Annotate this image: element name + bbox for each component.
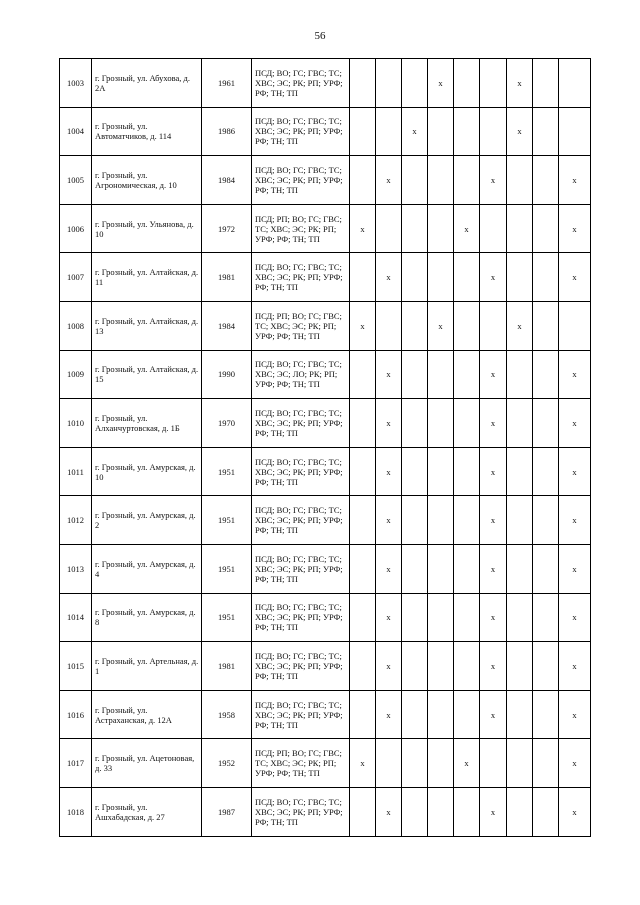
- period-mark-cell: x: [559, 253, 591, 302]
- row-number-cell: 1011: [60, 447, 92, 496]
- period-mark-cell: [350, 787, 376, 836]
- row-number-cell: 1005: [60, 156, 92, 205]
- period-mark-cell: [559, 301, 591, 350]
- period-mark-cell: [402, 496, 428, 545]
- period-mark-cell: [559, 107, 591, 156]
- period-mark-cell: [454, 593, 480, 642]
- address-cell: г. Грозный, ул. Автоматчиков, д. 114: [92, 107, 202, 156]
- works-list-cell: ПСД; ВО; ГС; ГВС; ТС; ХВС; ЭС; РК; РП; УРФ; РФ; ТН; ТП: [252, 399, 350, 448]
- works-list-cell: ПСД; РП; ВО; ГС; ГВС; ТС; ХВС; ЭС; РК; РП; УРФ; РФ; ТН; ТП: [252, 204, 350, 253]
- period-mark-cell: [480, 301, 507, 350]
- period-mark-cell: x: [480, 447, 507, 496]
- period-mark-cell: x: [507, 301, 533, 350]
- works-list-cell: ПСД; РП; ВО; ГС; ГВС; ТС; ХВС; ЭС; РК; РП; УРФ; РФ; ТН; ТП: [252, 739, 350, 788]
- period-mark-cell: x: [559, 593, 591, 642]
- build-year-cell: 1984: [202, 156, 252, 205]
- period-mark-cell: [454, 253, 480, 302]
- row-number-cell: 1008: [60, 301, 92, 350]
- period-mark-cell: [507, 642, 533, 691]
- build-year-cell: 1970: [202, 399, 252, 448]
- table-row: [60, 544, 591, 593]
- works-list-cell: ПСД; ВО; ГС; ГВС; ТС; ХВС; ЭС; РК; РП; УРФ; РФ; ТН; ТП: [252, 593, 350, 642]
- period-mark-cell: [402, 690, 428, 739]
- build-year-cell: 1952: [202, 739, 252, 788]
- period-mark-cell: [402, 204, 428, 253]
- period-mark-cell: [350, 593, 376, 642]
- period-mark-cell: x: [480, 593, 507, 642]
- build-year-cell: 1951: [202, 544, 252, 593]
- page-number: 56: [314, 30, 326, 42]
- period-mark-cell: x: [480, 253, 507, 302]
- address-cell: г. Грозный, ул. Артельная, д. 1: [92, 642, 202, 691]
- period-mark-cell: [376, 739, 402, 788]
- period-mark-cell: x: [559, 496, 591, 545]
- table-row: [60, 204, 591, 253]
- period-mark-cell: [533, 350, 559, 399]
- period-mark-cell: [533, 642, 559, 691]
- table-row: [60, 59, 591, 108]
- period-mark-cell: [507, 156, 533, 205]
- period-mark-cell: [350, 253, 376, 302]
- period-mark-cell: [350, 350, 376, 399]
- period-mark-cell: x: [559, 544, 591, 593]
- period-mark-cell: x: [559, 739, 591, 788]
- works-list-cell: ПСД; ВО; ГС; ГВС; ТС; ХВС; ЭС; РК; РП; УРФ; РФ; ТН; ТП: [252, 690, 350, 739]
- address-cell: г. Грозный, ул. Ашхабадская, д. 27: [92, 787, 202, 836]
- row-number-cell: 1014: [60, 593, 92, 642]
- period-mark-cell: [454, 787, 480, 836]
- period-mark-cell: [428, 544, 454, 593]
- period-mark-cell: x: [507, 107, 533, 156]
- period-mark-cell: [454, 399, 480, 448]
- period-mark-cell: x: [350, 204, 376, 253]
- address-cell: г. Грозный, ул. Амурская, д. 10: [92, 447, 202, 496]
- period-mark-cell: x: [559, 156, 591, 205]
- period-mark-cell: [350, 496, 376, 545]
- address-cell: г. Грозный, ул. Алтайская, д. 11: [92, 253, 202, 302]
- address-cell: г. Грозный, ул. Абухова, д. 2А: [92, 59, 202, 108]
- period-mark-cell: [350, 447, 376, 496]
- period-mark-cell: [428, 107, 454, 156]
- works-list-cell: ПСД; РП; ВО; ГС; ГВС; ТС; ХВС; ЭС; РК; РП; УРФ; РФ; ТН; ТП: [252, 301, 350, 350]
- period-mark-cell: [507, 544, 533, 593]
- period-mark-cell: x: [480, 350, 507, 399]
- period-mark-cell: [533, 107, 559, 156]
- works-list-cell: ПСД; ВО; ГС; ГВС; ТС; ХВС; ЭС; РК; РП; УРФ; РФ; ТН; ТП: [252, 253, 350, 302]
- period-mark-cell: [350, 156, 376, 205]
- period-mark-cell: x: [376, 642, 402, 691]
- period-mark-cell: [350, 107, 376, 156]
- row-number-cell: 1010: [60, 399, 92, 448]
- period-mark-cell: [454, 156, 480, 205]
- works-list-cell: ПСД; ВО; ГС; ГВС; ТС; ХВС; ЭС; ЛО; РК; РП; УРФ; РФ; ТН; ТП: [252, 350, 350, 399]
- period-mark-cell: x: [376, 544, 402, 593]
- period-mark-cell: [402, 544, 428, 593]
- row-number-cell: 1017: [60, 739, 92, 788]
- period-mark-cell: [428, 447, 454, 496]
- period-mark-cell: [480, 107, 507, 156]
- address-cell: г. Грозный, ул. Алтайская, д. 15: [92, 350, 202, 399]
- period-mark-cell: [507, 690, 533, 739]
- period-mark-cell: [507, 787, 533, 836]
- works-list-cell: ПСД; ВО; ГС; ГВС; ТС; ХВС; ЭС; РК; РП; УРФ; РФ; ТН; ТП: [252, 787, 350, 836]
- row-number-cell: 1004: [60, 107, 92, 156]
- period-mark-cell: [454, 59, 480, 108]
- row-number-cell: 1013: [60, 544, 92, 593]
- period-mark-cell: [402, 787, 428, 836]
- period-mark-cell: [428, 593, 454, 642]
- build-year-cell: 1951: [202, 496, 252, 545]
- period-mark-cell: [350, 642, 376, 691]
- period-mark-cell: [454, 447, 480, 496]
- period-mark-cell: [402, 156, 428, 205]
- period-mark-cell: [507, 593, 533, 642]
- address-cell: г. Грозный, ул. Астраханская, д. 12А: [92, 690, 202, 739]
- period-mark-cell: [507, 253, 533, 302]
- build-year-cell: 1986: [202, 107, 252, 156]
- address-cell: г. Грозный, ул. Амурская, д. 4: [92, 544, 202, 593]
- period-mark-cell: [454, 496, 480, 545]
- period-mark-cell: [428, 739, 454, 788]
- period-mark-cell: [402, 253, 428, 302]
- period-mark-cell: [350, 690, 376, 739]
- period-mark-cell: [533, 787, 559, 836]
- period-mark-cell: x: [559, 787, 591, 836]
- period-mark-cell: x: [480, 496, 507, 545]
- period-mark-cell: [533, 593, 559, 642]
- period-mark-cell: [533, 253, 559, 302]
- period-mark-cell: [533, 59, 559, 108]
- period-mark-cell: x: [428, 301, 454, 350]
- build-year-cell: 1972: [202, 204, 252, 253]
- period-mark-cell: [507, 739, 533, 788]
- period-mark-cell: x: [376, 593, 402, 642]
- period-mark-cell: [533, 690, 559, 739]
- table-row: [60, 107, 591, 156]
- works-list-cell: ПСД; ВО; ГС; ГВС; ТС; ХВС; ЭС; РК; РП; УРФ; РФ; ТН; ТП: [252, 496, 350, 545]
- period-mark-cell: [428, 690, 454, 739]
- period-mark-cell: [402, 59, 428, 108]
- registry-table: [59, 58, 591, 837]
- period-mark-cell: x: [376, 787, 402, 836]
- period-mark-cell: x: [559, 399, 591, 448]
- period-mark-cell: [480, 204, 507, 253]
- period-mark-cell: x: [376, 399, 402, 448]
- period-mark-cell: [533, 739, 559, 788]
- address-cell: г. Грозный, ул. Амурская, д. 2: [92, 496, 202, 545]
- period-mark-cell: [376, 301, 402, 350]
- period-mark-cell: [533, 544, 559, 593]
- period-mark-cell: [454, 690, 480, 739]
- table-row: [60, 350, 591, 399]
- period-mark-cell: x: [376, 496, 402, 545]
- period-mark-cell: [350, 544, 376, 593]
- build-year-cell: 1981: [202, 253, 252, 302]
- period-mark-cell: x: [480, 690, 507, 739]
- period-mark-cell: [402, 447, 428, 496]
- period-mark-cell: [533, 156, 559, 205]
- period-mark-cell: x: [376, 156, 402, 205]
- row-number-cell: 1003: [60, 59, 92, 108]
- period-mark-cell: x: [559, 642, 591, 691]
- address-cell: г. Грозный, ул. Ацетоновая, д. 33: [92, 739, 202, 788]
- period-mark-cell: x: [559, 447, 591, 496]
- period-mark-cell: [428, 787, 454, 836]
- period-mark-cell: [454, 642, 480, 691]
- period-mark-cell: x: [507, 59, 533, 108]
- period-mark-cell: [402, 301, 428, 350]
- period-mark-cell: [507, 496, 533, 545]
- row-number-cell: 1015: [60, 642, 92, 691]
- period-mark-cell: [402, 350, 428, 399]
- period-mark-cell: [402, 642, 428, 691]
- build-year-cell: 1951: [202, 593, 252, 642]
- table-row: [60, 301, 591, 350]
- build-year-cell: 1951: [202, 447, 252, 496]
- period-mark-cell: [533, 301, 559, 350]
- period-mark-cell: [454, 301, 480, 350]
- period-mark-cell: [507, 204, 533, 253]
- row-number-cell: 1018: [60, 787, 92, 836]
- period-mark-cell: [428, 399, 454, 448]
- table-row: [60, 399, 591, 448]
- build-year-cell: 1958: [202, 690, 252, 739]
- works-list-cell: ПСД; ВО; ГС; ГВС; ТС; ХВС; ЭС; РК; РП; УРФ; РФ; ТН; ТП: [252, 447, 350, 496]
- table-row: [60, 593, 591, 642]
- period-mark-cell: [480, 59, 507, 108]
- period-mark-cell: x: [428, 59, 454, 108]
- row-number-cell: 1007: [60, 253, 92, 302]
- period-mark-cell: x: [350, 739, 376, 788]
- period-mark-cell: x: [376, 350, 402, 399]
- period-mark-cell: x: [376, 253, 402, 302]
- period-mark-cell: [454, 544, 480, 593]
- period-mark-cell: [454, 350, 480, 399]
- period-mark-cell: x: [480, 399, 507, 448]
- build-year-cell: 1961: [202, 59, 252, 108]
- period-mark-cell: [402, 399, 428, 448]
- period-mark-cell: x: [402, 107, 428, 156]
- works-list-cell: ПСД; ВО; ГС; ГВС; ТС; ХВС; ЭС; РК; РП; УРФ; РФ; ТН; ТП: [252, 156, 350, 205]
- period-mark-cell: [428, 350, 454, 399]
- period-mark-cell: x: [559, 204, 591, 253]
- row-number-cell: 1012: [60, 496, 92, 545]
- period-mark-cell: [428, 204, 454, 253]
- period-mark-cell: [350, 59, 376, 108]
- period-mark-cell: x: [454, 739, 480, 788]
- works-list-cell: ПСД; ВО; ГС; ГВС; ТС; ХВС; ЭС; РК; РП; УРФ; РФ; ТН; ТП: [252, 642, 350, 691]
- works-list-cell: ПСД; ВО; ГС; ГВС; ТС; ХВС; ЭС; РК; РП; УРФ; РФ; ТН; ТП: [252, 59, 350, 108]
- address-cell: г. Грозный, ул. Ульянова, д. 10: [92, 204, 202, 253]
- table-row: [60, 787, 591, 836]
- address-cell: г. Грозный, ул. Амурская, д. 8: [92, 593, 202, 642]
- period-mark-cell: x: [350, 301, 376, 350]
- period-mark-cell: [428, 253, 454, 302]
- period-mark-cell: [350, 399, 376, 448]
- period-mark-cell: x: [480, 156, 507, 205]
- period-mark-cell: [428, 496, 454, 545]
- period-mark-cell: x: [559, 690, 591, 739]
- table-row: [60, 690, 591, 739]
- row-number-cell: 1009: [60, 350, 92, 399]
- table-row: [60, 739, 591, 788]
- build-year-cell: 1981: [202, 642, 252, 691]
- address-cell: г. Грозный, ул. Агрономическая, д. 10: [92, 156, 202, 205]
- period-mark-cell: [376, 59, 402, 108]
- row-number-cell: 1016: [60, 690, 92, 739]
- period-mark-cell: [402, 739, 428, 788]
- period-mark-cell: [559, 59, 591, 108]
- period-mark-cell: [533, 204, 559, 253]
- address-cell: г. Грозный, ул. Алханчуртовская, д. 1Б: [92, 399, 202, 448]
- period-mark-cell: [402, 593, 428, 642]
- build-year-cell: 1984: [202, 301, 252, 350]
- works-list-cell: ПСД; ВО; ГС; ГВС; ТС; ХВС; ЭС; РК; РП; УРФ; РФ; ТН; ТП: [252, 544, 350, 593]
- period-mark-cell: x: [376, 690, 402, 739]
- address-cell: г. Грозный, ул. Алтайская, д. 13: [92, 301, 202, 350]
- registry-body: [60, 59, 591, 837]
- period-mark-cell: [376, 107, 402, 156]
- period-mark-cell: [480, 739, 507, 788]
- period-mark-cell: x: [559, 350, 591, 399]
- period-mark-cell: [454, 107, 480, 156]
- period-mark-cell: [428, 642, 454, 691]
- period-mark-cell: [428, 156, 454, 205]
- period-mark-cell: x: [376, 447, 402, 496]
- period-mark-cell: x: [480, 642, 507, 691]
- period-mark-cell: [376, 204, 402, 253]
- period-mark-cell: x: [480, 544, 507, 593]
- table-row: [60, 447, 591, 496]
- period-mark-cell: [507, 350, 533, 399]
- build-year-cell: 1990: [202, 350, 252, 399]
- build-year-cell: 1987: [202, 787, 252, 836]
- period-mark-cell: [507, 447, 533, 496]
- table-row: [60, 496, 591, 545]
- period-mark-cell: [507, 399, 533, 448]
- row-number-cell: 1006: [60, 204, 92, 253]
- table-row: [60, 253, 591, 302]
- period-mark-cell: [533, 447, 559, 496]
- works-list-cell: ПСД; ВО; ГС; ГВС; ТС; ХВС; ЭС; РК; РП; УРФ; РФ; ТН; ТП: [252, 107, 350, 156]
- table-row: [60, 156, 591, 205]
- period-mark-cell: [533, 399, 559, 448]
- period-mark-cell: x: [480, 787, 507, 836]
- period-mark-cell: x: [454, 204, 480, 253]
- period-mark-cell: [533, 496, 559, 545]
- table-row: [60, 642, 591, 691]
